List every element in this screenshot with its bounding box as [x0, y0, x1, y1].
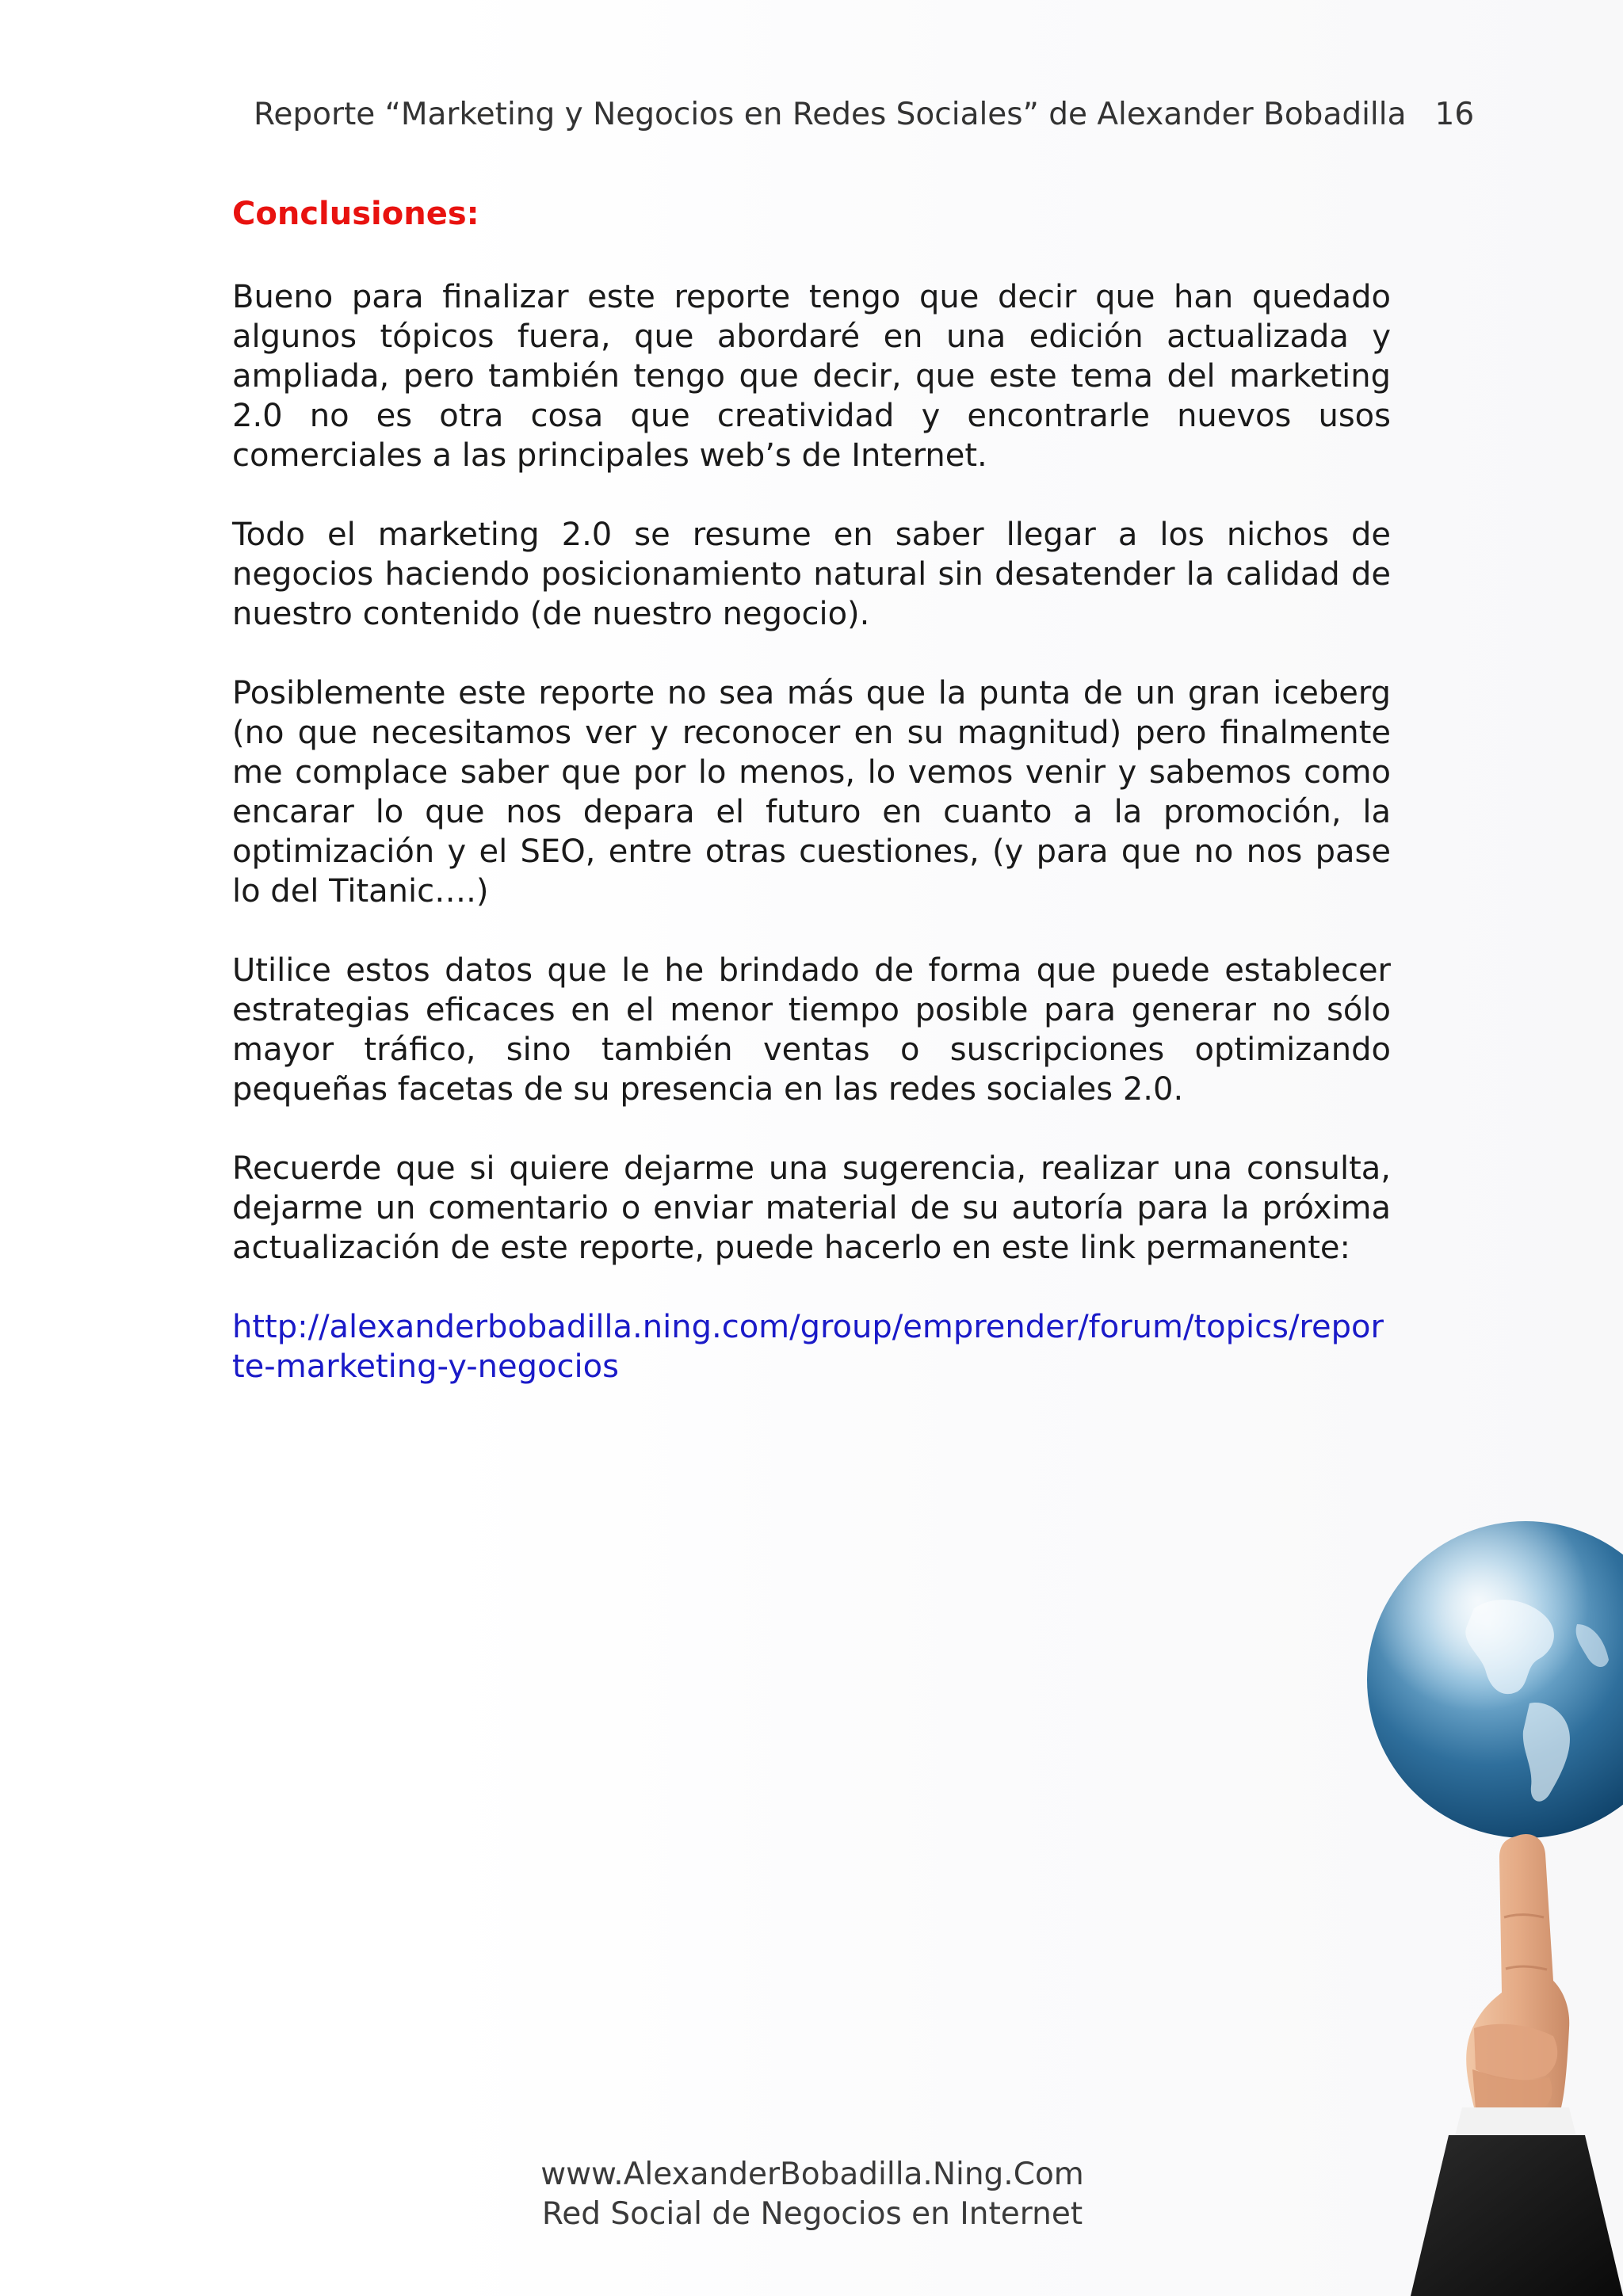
main-content: [232, 190, 1391, 1386]
header-title: Reporte “Marketing y Negocios en Redes Sociales” de Alexander Bobadilla: [254, 97, 1407, 132]
section-title: Conclusiones:: [232, 196, 479, 232]
page-number: 16: [1434, 97, 1475, 132]
footer: [507, 2155, 1117, 2234]
footer-website: www.AlexanderBobadilla.Ning.Com: [540, 2157, 1084, 2192]
paragraph-5: Recuerde que si quiere dejarme una sugerencia, realizar una consulta, dejarme un comentario o enviar material de su autoría para la próxima actualización de este reporte, puede hacerlo en este link permanente:: [232, 1150, 1391, 1266]
footer-tagline: Red Social de Negocios en Internet: [541, 2196, 1083, 2232]
permanent-link[interactable]: http://alexanderbobadilla.ning.com/group/emprender/forum/topics/reporte-marketing-y-negocios: [232, 1309, 1384, 1385]
paragraph-2: Todo el marketing 2.0 se resume en saber llegar a los nichos de negocios haciendo posicionamiento natural sin desatender la calidad de nuestro contenido (de nuestro negocio).: [232, 517, 1391, 632]
paragraph-1: Bueno para finalizar este reporte tengo que decir que han quedado algunos tópicos fuera, que abordaré en una edición actualizada y ampliada, pero también tengo que decir, que este tema del marketing 2.0 no es otra cosa que creatividad y encontrarle nuevos usos comerciales a las principales web’s de Internet.: [232, 279, 1391, 474]
paragraph-3: Posiblemente este reporte no sea más que la punta de un gran iceberg (no que necesitamos ver y reconocer en su magnitud) pero finalmente me complace saber que por lo menos, lo vemos venir y sabemos como encarar lo que nos depara el futuro en cuanto a la promoción, la optimización y el SEO, entre otras cuestiones, (y para que no nos pase lo del Titanic….): [232, 675, 1391, 910]
globe-on-finger-icon: [1292, 1505, 1623, 2296]
paragraph-4: Utilice estos datos que le he brindado de forma que puede establecer estrategias eficaces en el menor tiempo posible para generar no sólo mayor tráfico, sino también ventas o suscripciones optimizando pequeñas facetas de su presencia en las redes sociales 2.0.: [232, 952, 1391, 1108]
running-header: [254, 97, 1475, 132]
